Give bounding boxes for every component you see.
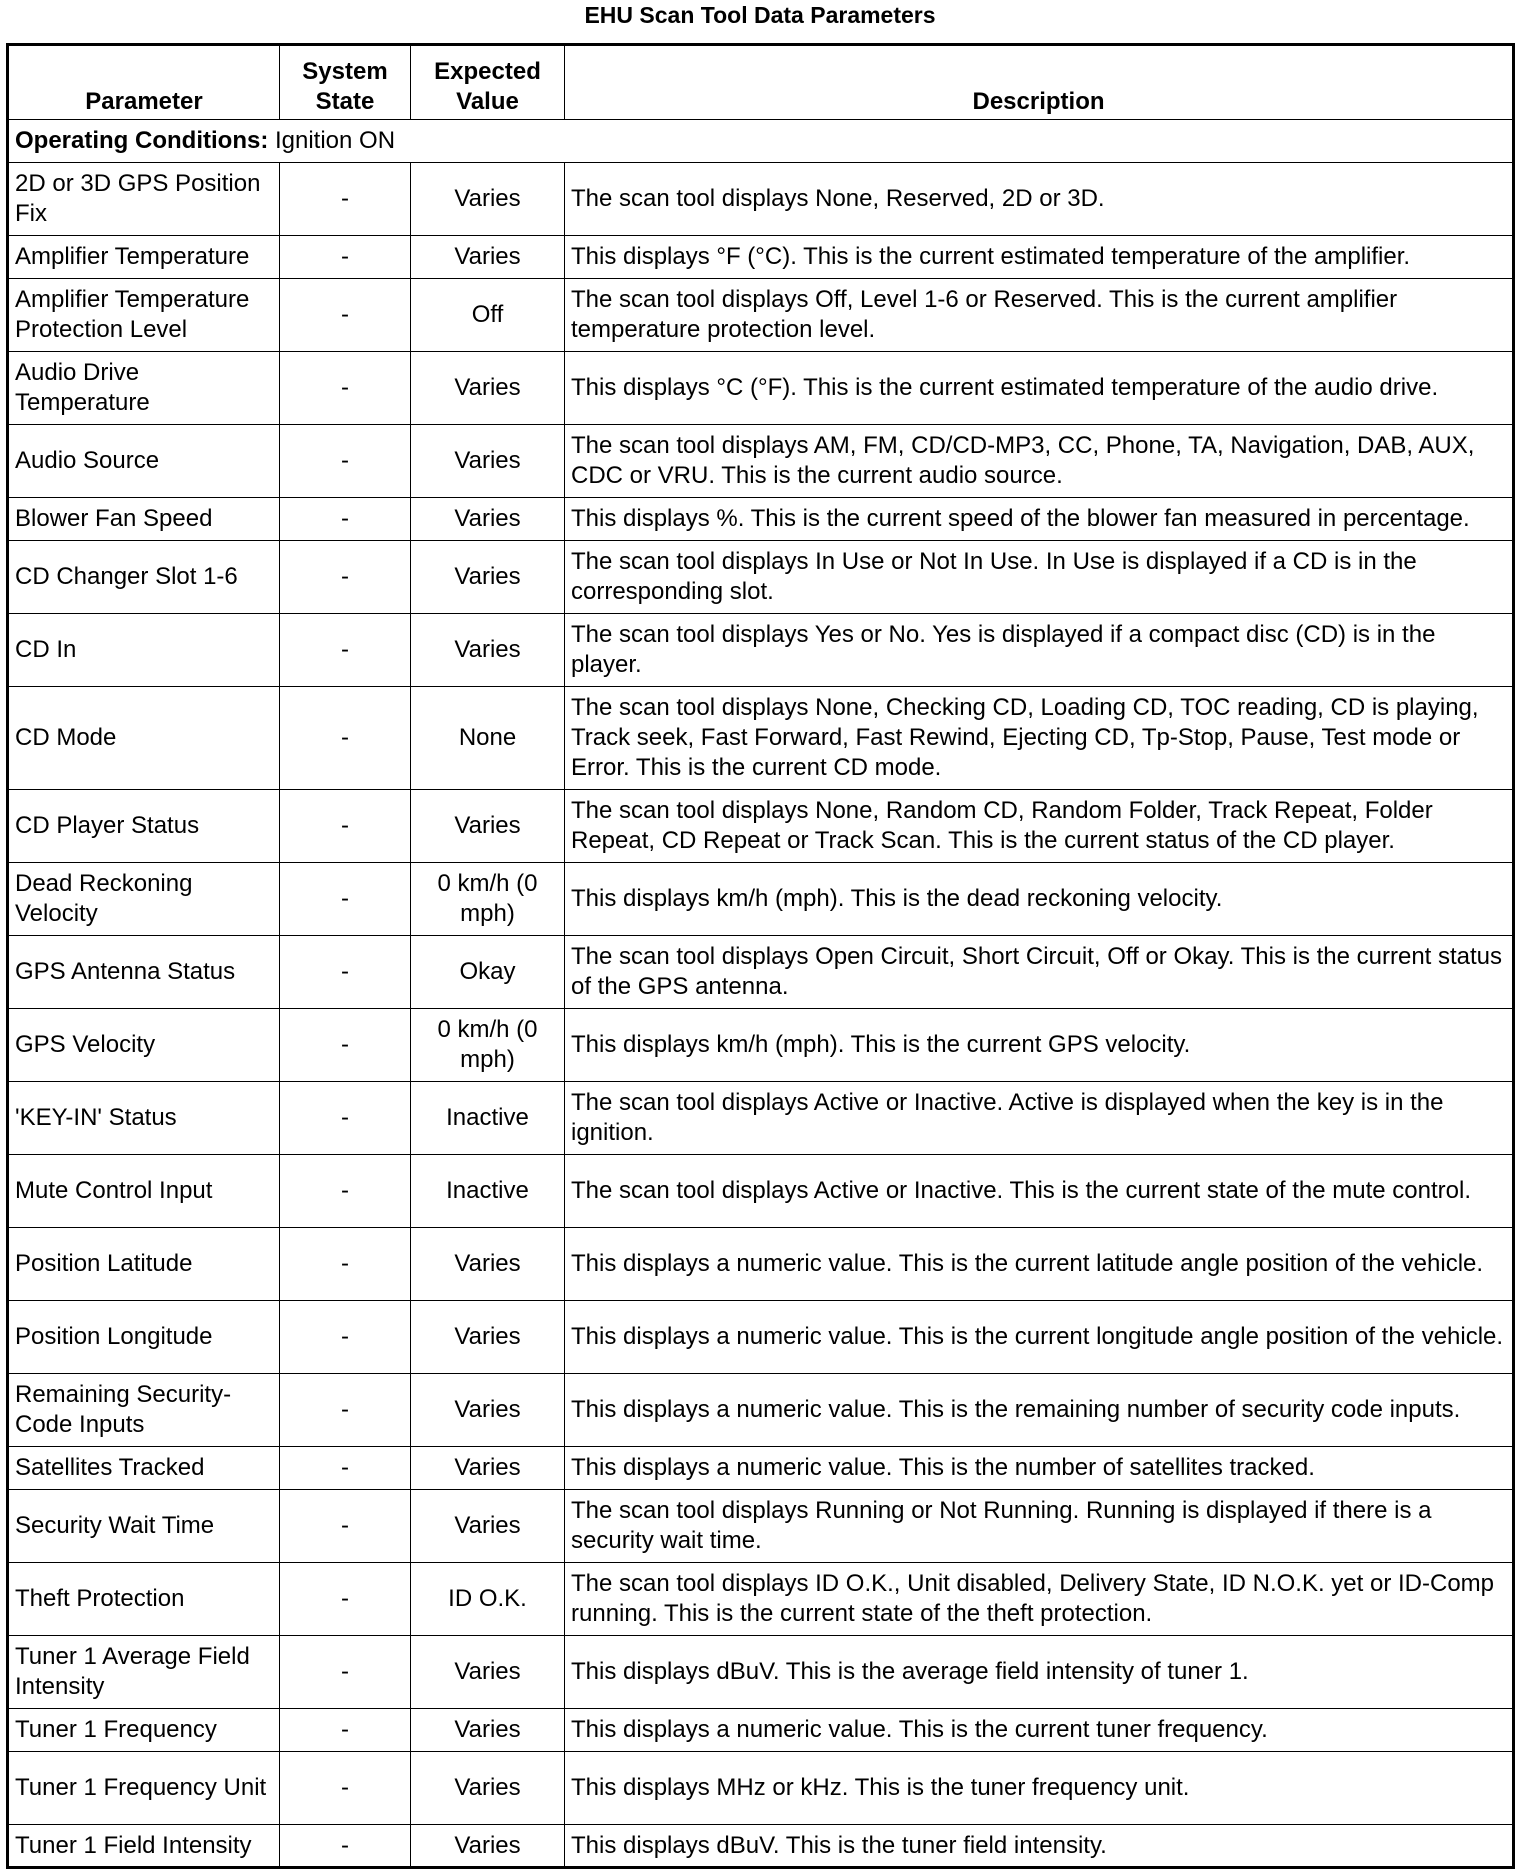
- table-row: [8, 1228, 1514, 1301]
- system-state-cell: -: [280, 1009, 411, 1082]
- description-cell: This displays a numeric value. This is the current latitude angle position of the vehicle.: [565, 1228, 1514, 1301]
- parameter-cell: Amplifier Temperature Protection Level: [8, 279, 280, 352]
- expected-value-cell: Varies: [411, 1490, 565, 1563]
- system-state-cell: -: [280, 863, 411, 936]
- description-cell: The scan tool displays None, Random CD, Random Folder, Track Repeat, Folder Repeat, CD Repeat or Track Scan. This is the current status of the CD player.: [565, 790, 1514, 863]
- description-cell: The scan tool displays ID O.K., Unit disabled, Delivery State, ID N.O.K. yet or ID-Comp running. This is the current state of the theft protection.: [565, 1563, 1514, 1636]
- expected-value-cell: ID O.K.: [411, 1563, 565, 1636]
- parameter-cell: Remaining Security-Code Inputs: [8, 1374, 280, 1447]
- system-state-cell: -: [280, 1374, 411, 1447]
- system-state-cell: -: [280, 1490, 411, 1563]
- table-row: [8, 1752, 1514, 1825]
- parameter-cell: GPS Antenna Status: [8, 936, 280, 1009]
- description-cell: This displays km/h (mph). This is the dead reckoning velocity.: [565, 863, 1514, 936]
- table-row: [8, 936, 1514, 1009]
- table-row: [8, 863, 1514, 936]
- expected-value-cell: Varies: [411, 163, 565, 236]
- system-state-cell: -: [280, 1825, 411, 1868]
- header-description: Description: [565, 45, 1514, 120]
- description-cell: The scan tool displays Off, Level 1-6 or Reserved. This is the current amplifier temperature protection level.: [565, 279, 1514, 352]
- expected-value-cell: Inactive: [411, 1155, 565, 1228]
- expected-value-cell: Varies: [411, 352, 565, 425]
- expected-value-cell: Varies: [411, 1301, 565, 1374]
- system-state-cell: -: [280, 1636, 411, 1709]
- parameter-cell: Tuner 1 Frequency: [8, 1709, 280, 1752]
- table-row: [8, 541, 1514, 614]
- table-row: [8, 236, 1514, 279]
- expected-value-cell: None: [411, 687, 565, 790]
- table-row: [8, 1082, 1514, 1155]
- parameter-cell: 2D or 3D GPS Position Fix: [8, 163, 280, 236]
- parameter-cell: Tuner 1 Frequency Unit: [8, 1752, 280, 1825]
- expected-value-cell: Varies: [411, 1752, 565, 1825]
- system-state-cell: -: [280, 279, 411, 352]
- parameter-cell: 'KEY-IN' Status: [8, 1082, 280, 1155]
- system-state-cell: -: [280, 687, 411, 790]
- description-cell: The scan tool displays In Use or Not In Use. In Use is displayed if a CD is in the corresponding slot.: [565, 541, 1514, 614]
- table-row: [8, 352, 1514, 425]
- system-state-cell: -: [280, 498, 411, 541]
- parameter-cell: Position Latitude: [8, 1228, 280, 1301]
- parameter-cell: Security Wait Time: [8, 1490, 280, 1563]
- table-row: [8, 1709, 1514, 1752]
- expected-value-cell: Varies: [411, 541, 565, 614]
- parameter-cell: Satellites Tracked: [8, 1447, 280, 1490]
- system-state-cell: -: [280, 163, 411, 236]
- system-state-cell: -: [280, 936, 411, 1009]
- expected-value-cell: Off: [411, 279, 565, 352]
- table-row: [8, 1301, 1514, 1374]
- scan-tool-data-table: [6, 43, 1515, 1869]
- description-cell: This displays a numeric value. This is the current longitude angle position of the vehicle.: [565, 1301, 1514, 1374]
- table-row: [8, 687, 1514, 790]
- table-row: [8, 1009, 1514, 1082]
- system-state-cell: -: [280, 1709, 411, 1752]
- header-system-state: System State: [280, 45, 411, 120]
- expected-value-cell: 0 km/h (0 mph): [411, 863, 565, 936]
- parameter-cell: CD Player Status: [8, 790, 280, 863]
- parameter-cell: Dead Reckoning Velocity: [8, 863, 280, 936]
- description-cell: The scan tool displays Yes or No. Yes is displayed if a compact disc (CD) is in the player.: [565, 614, 1514, 687]
- description-cell: This displays a numeric value. This is the number of satellites tracked.: [565, 1447, 1514, 1490]
- table-row: [8, 1825, 1514, 1868]
- system-state-cell: -: [280, 236, 411, 279]
- description-cell: This displays a numeric value. This is the current tuner frequency.: [565, 1709, 1514, 1752]
- table-row: [8, 498, 1514, 541]
- table-row: [8, 279, 1514, 352]
- header-row: [8, 45, 1514, 120]
- expected-value-cell: Varies: [411, 1636, 565, 1709]
- parameter-cell: Audio Source: [8, 425, 280, 498]
- table-row: [8, 163, 1514, 236]
- description-cell: The scan tool displays Active or Inactive. This is the current state of the mute control.: [565, 1155, 1514, 1228]
- system-state-cell: -: [280, 790, 411, 863]
- description-cell: The scan tool displays Open Circuit, Short Circuit, Off or Okay. This is the current status of the GPS antenna.: [565, 936, 1514, 1009]
- header-parameter: Parameter: [8, 45, 280, 120]
- parameter-cell: Audio Drive Temperature: [8, 352, 280, 425]
- expected-value-cell: Varies: [411, 1374, 565, 1447]
- parameter-cell: CD In: [8, 614, 280, 687]
- table-row: [8, 614, 1514, 687]
- expected-value-cell: Inactive: [411, 1082, 565, 1155]
- description-cell: The scan tool displays AM, FM, CD/CD-MP3, CC, Phone, TA, Navigation, DAB, AUX, CDC or VRU. This is the current audio source.: [565, 425, 1514, 498]
- expected-value-cell: Varies: [411, 498, 565, 541]
- table-row: [8, 425, 1514, 498]
- system-state-cell: -: [280, 425, 411, 498]
- parameter-cell: GPS Velocity: [8, 1009, 280, 1082]
- header-expected-value: Expected Value: [411, 45, 565, 120]
- expected-value-cell: Varies: [411, 1228, 565, 1301]
- table-row: [8, 1563, 1514, 1636]
- expected-value-cell: Varies: [411, 236, 565, 279]
- table-row: [8, 1374, 1514, 1447]
- parameter-cell: Amplifier Temperature: [8, 236, 280, 279]
- parameter-cell: CD Changer Slot 1-6: [8, 541, 280, 614]
- system-state-cell: -: [280, 614, 411, 687]
- parameter-cell: Tuner 1 Average Field Intensity: [8, 1636, 280, 1709]
- system-state-cell: -: [280, 1752, 411, 1825]
- table-row: [8, 1447, 1514, 1490]
- table-row: [8, 1155, 1514, 1228]
- expected-value-cell: Varies: [411, 790, 565, 863]
- expected-value-cell: 0 km/h (0 mph): [411, 1009, 565, 1082]
- description-cell: This displays %. This is the current speed of the blower fan measured in percentage.: [565, 498, 1514, 541]
- expected-value-cell: Varies: [411, 614, 565, 687]
- table-body: [8, 120, 1514, 1868]
- system-state-cell: -: [280, 352, 411, 425]
- expected-value-cell: Varies: [411, 425, 565, 498]
- parameter-cell: Theft Protection: [8, 1563, 280, 1636]
- expected-value-cell: Okay: [411, 936, 565, 1009]
- system-state-cell: -: [280, 541, 411, 614]
- parameter-cell: Tuner 1 Field Intensity: [8, 1825, 280, 1868]
- table-row: [8, 1636, 1514, 1709]
- system-state-cell: -: [280, 1301, 411, 1374]
- description-cell: The scan tool displays None, Checking CD, Loading CD, TOC reading, CD is playing, Track seek, Fast Forward, Fast Rewind, Ejecting CD, Tp-Stop, Pause, Test mode or Error. This is the current CD mode.: [565, 687, 1514, 790]
- description-cell: This displays dBuV. This is the average field intensity of tuner 1.: [565, 1636, 1514, 1709]
- description-cell: This displays a numeric value. This is the remaining number of security code inputs.: [565, 1374, 1514, 1447]
- system-state-cell: -: [280, 1563, 411, 1636]
- table-row: [8, 790, 1514, 863]
- operating-conditions-label: Operating Conditions:: [15, 127, 269, 154]
- description-cell: This displays °C (°F). This is the current estimated temperature of the audio drive.: [565, 352, 1514, 425]
- expected-value-cell: Varies: [411, 1447, 565, 1490]
- parameter-cell: Mute Control Input: [8, 1155, 280, 1228]
- expected-value-cell: Varies: [411, 1709, 565, 1752]
- system-state-cell: -: [280, 1447, 411, 1490]
- system-state-cell: -: [280, 1228, 411, 1301]
- description-cell: This displays dBuV. This is the tuner field intensity.: [565, 1825, 1514, 1868]
- expected-value-cell: Varies: [411, 1825, 565, 1868]
- parameter-cell: Position Longitude: [8, 1301, 280, 1374]
- table-row: [8, 1490, 1514, 1563]
- system-state-cell: -: [280, 1082, 411, 1155]
- description-cell: This displays MHz or kHz. This is the tuner frequency unit.: [565, 1752, 1514, 1825]
- parameter-cell: CD Mode: [8, 687, 280, 790]
- parameter-cell: Blower Fan Speed: [8, 498, 280, 541]
- description-cell: This displays °F (°C). This is the current estimated temperature of the amplifier.: [565, 236, 1514, 279]
- description-cell: The scan tool displays None, Reserved, 2D or 3D.: [565, 163, 1514, 236]
- operating-conditions-value: Ignition ON: [274, 127, 396, 154]
- operating-conditions-row: [8, 120, 1514, 163]
- description-cell: This displays km/h (mph). This is the current GPS velocity.: [565, 1009, 1514, 1082]
- description-cell: The scan tool displays Active or Inactive. Active is displayed when the key is in the ignition.: [565, 1082, 1514, 1155]
- operating-conditions-cell: [8, 120, 1514, 163]
- description-cell: The scan tool displays Running or Not Running. Running is displayed if there is a security wait time.: [565, 1490, 1514, 1563]
- document-title: EHU Scan Tool Data Parameters: [584, 2, 936, 28]
- table-header: [8, 45, 1514, 120]
- system-state-cell: -: [280, 1155, 411, 1228]
